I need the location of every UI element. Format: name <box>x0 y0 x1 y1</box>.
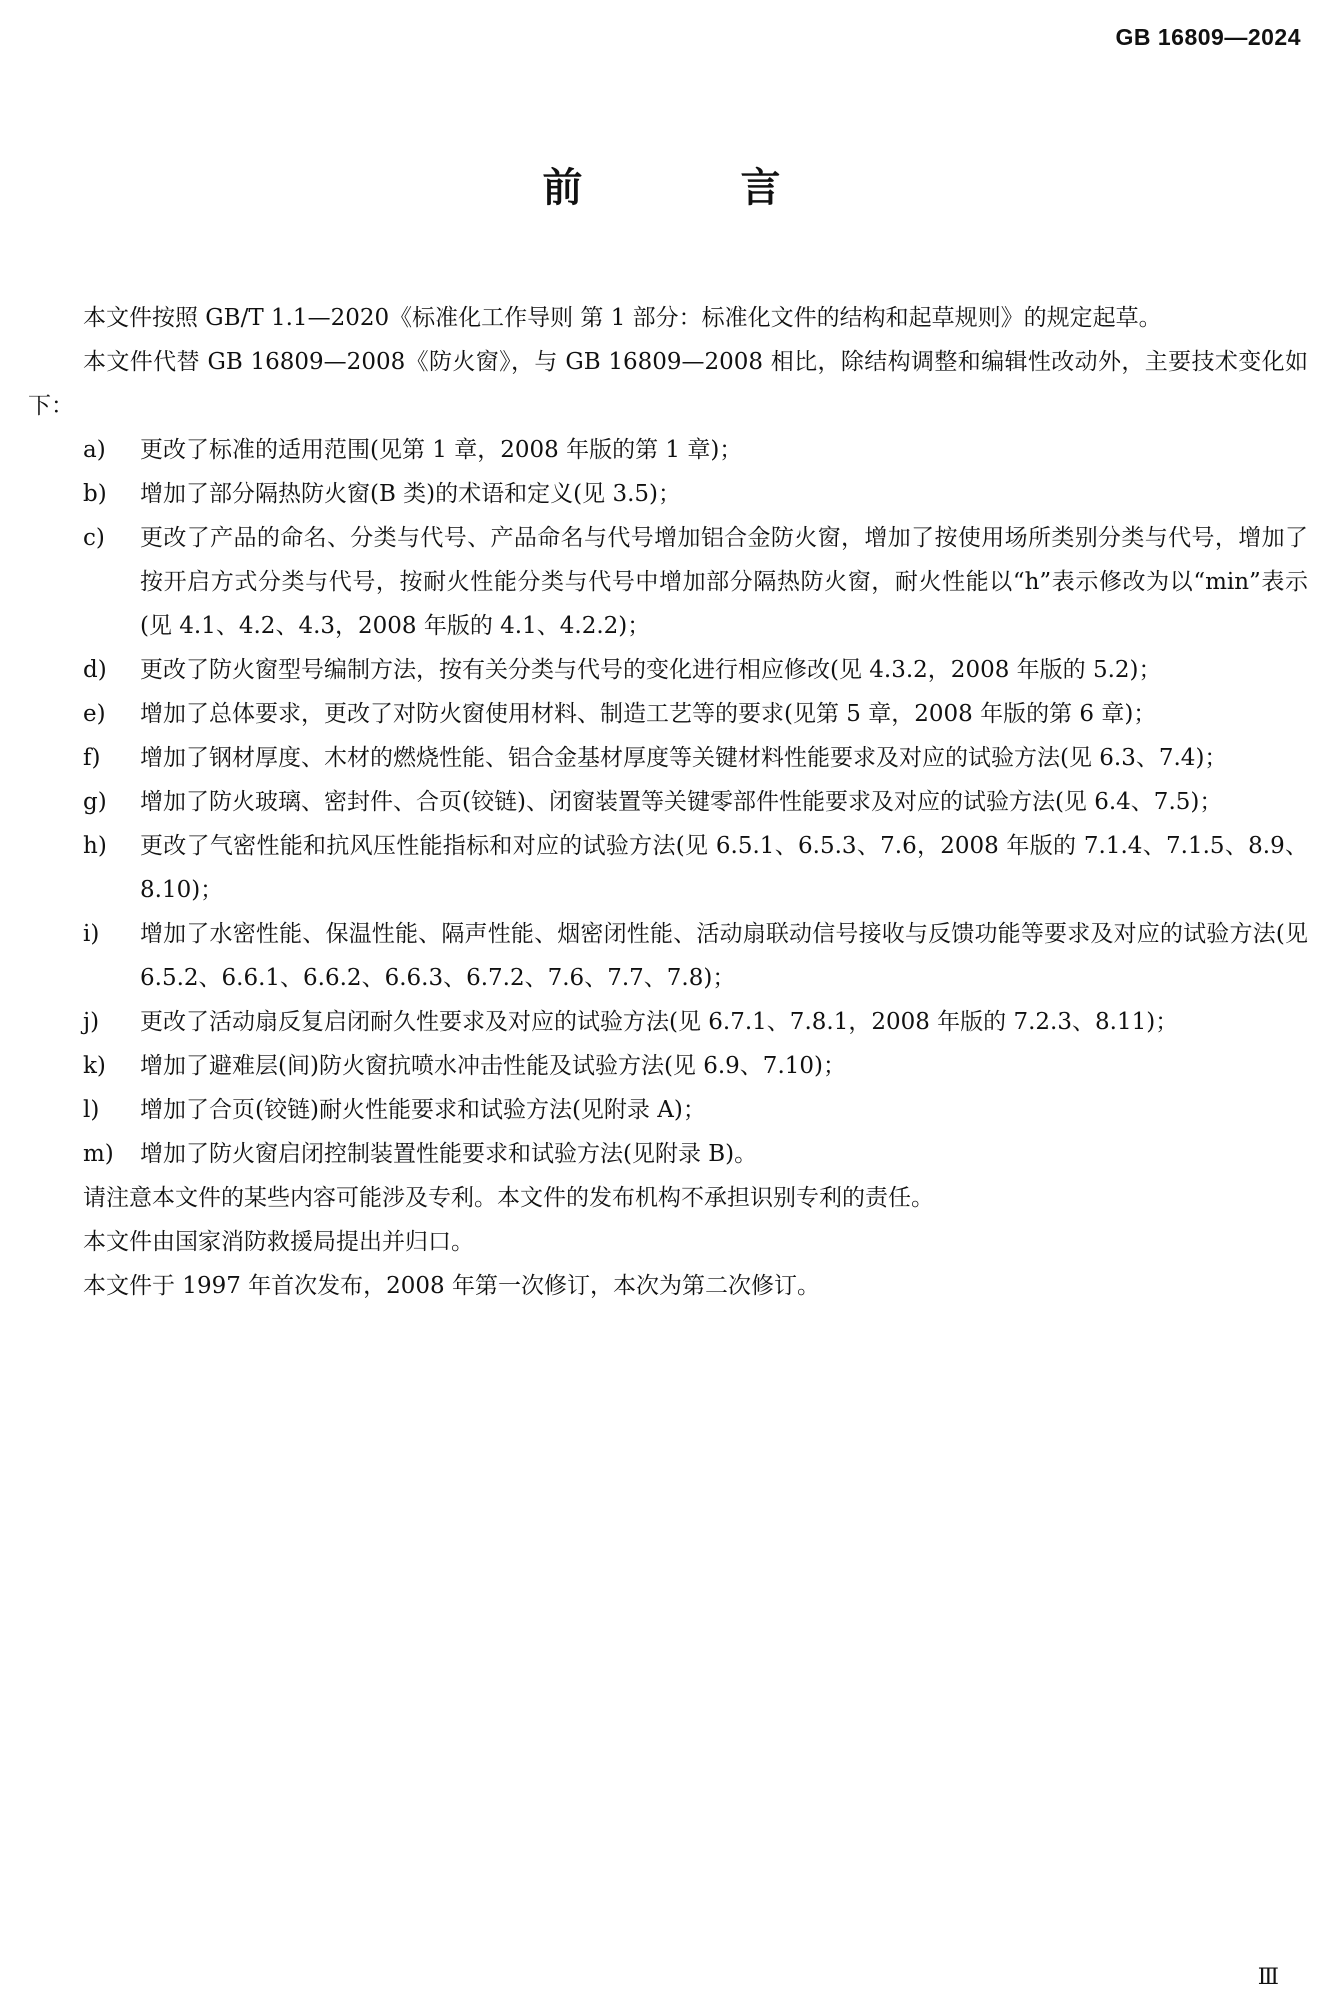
page-number: Ⅲ <box>1257 1965 1279 1990</box>
list-item-text: 增加了总体要求，更改了对防火窗使用材料、制造工艺等的要求(见第 5 章，2008 年版的第 6 章)； <box>140 701 1157 727</box>
list-item-text: 增加了部分隔热防火窗(B 类)的术语和定义(见 3.5)； <box>140 481 681 507</box>
list-item <box>28 1044 1308 1088</box>
intro-paragraph: 本文件代替 GB 16809—2008《防火窗》，与 GB 16809—2008 相比，除结构调整和编辑性改动外，主要技术变化如下： <box>28 349 1308 419</box>
page-title: 前 言 <box>542 165 853 211</box>
list-item <box>28 1088 1308 1132</box>
document-body <box>28 296 1308 1308</box>
list-marker: e) <box>83 701 106 727</box>
list-item <box>28 648 1308 692</box>
list-item-text: 增加了防火窗启闭控制装置性能要求和试验方法(见附录 B)。 <box>140 1141 758 1167</box>
list-item-text: 增加了避难层(间)防火窗抗喷水冲击性能及试验方法(见 6.9、7.10)； <box>140 1053 846 1079</box>
list-item-text: 更改了活动扇反复启闭耐久性要求及对应的试验方法(见 6.7.1、7.8.1，2008 年版的 7.2.3、8.11)； <box>140 1009 1179 1035</box>
list-marker: i) <box>83 921 100 947</box>
list-marker: b) <box>83 481 107 507</box>
list-marker: k) <box>83 1053 106 1079</box>
closing-paragraph: 请注意本文件的某些内容可能涉及专利。本文件的发布机构不承担识别专利的责任。 <box>83 1185 934 1211</box>
list-marker: l) <box>83 1097 100 1123</box>
list-item <box>28 912 1308 1000</box>
list-item-text: 增加了防火玻璃、密封件、合页(铰链)、闭窗装置等关键零部件性能要求及对应的试验方法(见 6.4、7.5)； <box>140 789 1223 815</box>
intro-paragraph: 本文件按照 GB/T 1.1—2020《标准化工作导则 第 1 部分：标准化文件的结构和起草规则》的规定起草。 <box>83 305 1162 331</box>
list-marker: d) <box>83 657 107 683</box>
list-item-text: 增加了水密性能、保温性能、隔声性能、烟密闭性能、活动扇联动信号接收与反馈功能等要求及对应的试验方法(见 6.5.2、6.6.1、6.6.2、6.6.3、6.7.2、7.6、7.7、7.8)； <box>140 921 1308 991</box>
list-marker: h) <box>83 833 107 859</box>
list-marker: c) <box>83 525 105 551</box>
changes-list <box>28 428 1308 1176</box>
closing-paragraph: 本文件于 1997 年首次发布，2008 年第一次修订，本次为第二次修订。 <box>83 1273 820 1299</box>
list-item <box>28 824 1308 912</box>
list-item <box>28 428 1308 472</box>
list-item <box>28 736 1308 780</box>
list-marker: f) <box>83 745 101 771</box>
list-item-text: 增加了钢材厚度、木材的燃烧性能、铝合金基材厚度等关键材料性能要求及对应的试验方法(见 6.3、7.4)； <box>140 745 1228 771</box>
list-item <box>28 1132 1308 1176</box>
list-item-text: 更改了气密性能和抗风压性能指标和对应的试验方法(见 6.5.1、6.5.3、7.6，2008 年版的 7.1.4、7.1.5、8.9、8.10)； <box>140 833 1308 903</box>
list-item <box>28 780 1308 824</box>
list-item <box>28 692 1308 736</box>
list-marker: j) <box>83 1009 100 1035</box>
list-item-text: 更改了产品的命名、分类与代号、产品命名与代号增加铝合金防火窗，增加了按使用场所类别分类与代号，增加了按开启方式分类与代号，按耐火性能分类与代号中增加部分隔热防火窗，耐火性能以“h”表示修改为以“min”表示(见 4.1、4.2、4.3，2008 年版的 4.1、4.2.2)； <box>140 525 1308 639</box>
list-marker: m) <box>83 1141 114 1167</box>
closing-paragraph: 本文件由国家消防救援局提出并归口。 <box>83 1229 474 1255</box>
list-item-text: 增加了合页(铰链)耐火性能要求和试验方法(见附录 A)； <box>140 1097 706 1123</box>
list-item <box>28 1000 1308 1044</box>
list-item <box>28 516 1308 648</box>
list-item-text: 更改了标准的适用范围(见第 1 章，2008 年版的第 1 章)； <box>140 437 743 463</box>
list-item <box>28 472 1308 516</box>
list-marker: a) <box>83 437 106 463</box>
list-item-text: 更改了防火窗型号编制方法，按有关分类与代号的变化进行相应修改(见 4.3.2，2008 年版的 5.2)； <box>140 657 1162 683</box>
standard-code: GB 16809—2024 <box>1115 24 1301 50</box>
list-marker: g) <box>83 789 107 815</box>
